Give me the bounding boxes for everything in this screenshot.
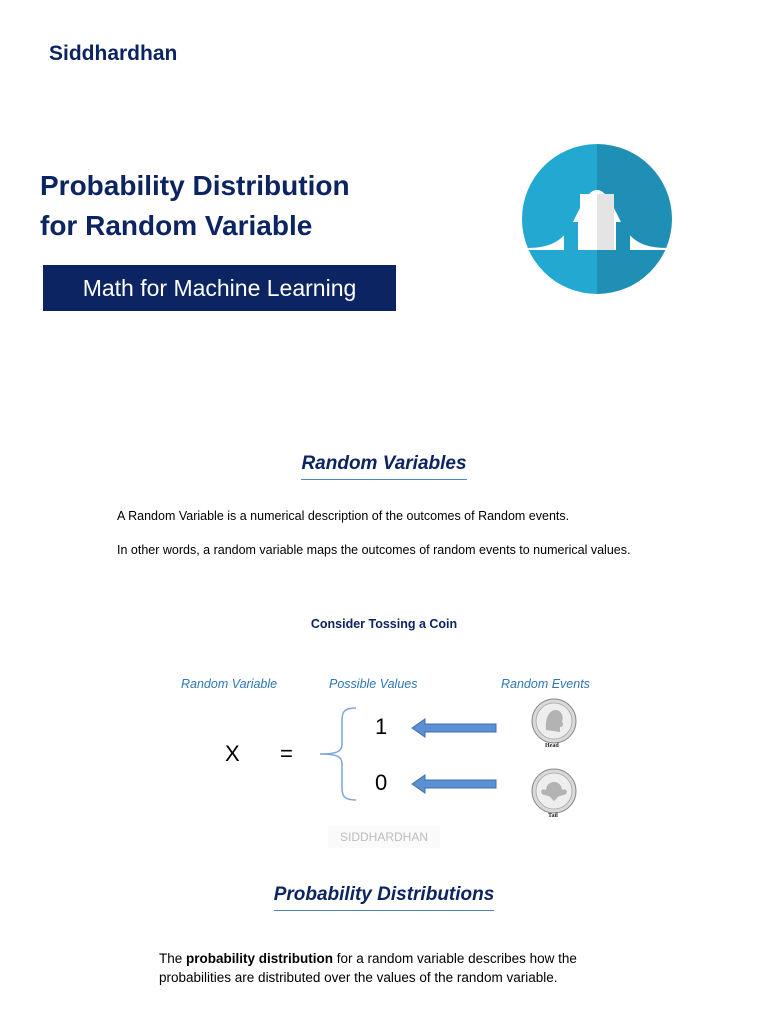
watermark: SIDDHARDHAN — [328, 826, 440, 848]
probability-distributions-heading — [0, 884, 768, 911]
random-variable-label: Random Variable — [181, 677, 278, 691]
coin-head-caption: Head — [545, 743, 559, 749]
possible-value-0: 0 — [375, 770, 388, 795]
possible-value-1: 1 — [375, 714, 388, 739]
arrow-left-icon — [411, 718, 497, 738]
coin-example-title: Consider Tossing a Coin — [310, 617, 458, 631]
arrow-left-icon — [411, 774, 497, 794]
pd-text-suffix: for a random variable describes how the probabilities are distributed over the values of the random variable. — [159, 951, 577, 985]
possible-values-label: Possible Values — [329, 677, 418, 691]
random-variables-heading — [0, 453, 768, 480]
probability-distribution-paragraph — [159, 949, 629, 987]
curly-brace-icon — [316, 706, 360, 802]
author-name: Siddhardhan — [49, 42, 178, 65]
coin-tail-icon — [531, 768, 577, 814]
random-variable-definition: A Random Variable is a numerical description of the outcomes of Random events. — [117, 509, 570, 523]
subtitle-text: Math for Machine Learning — [82, 275, 357, 301]
equals-sign: = — [280, 741, 293, 766]
variable-x: X — [225, 741, 240, 766]
subtitle-banner — [43, 265, 396, 311]
random-variable-explanation: In other words, a random variable maps the outcomes of random events to numerical values. — [117, 543, 631, 557]
random-variables-heading-text: Random Variables — [301, 453, 466, 480]
page-title-line-2: for Random Variable — [40, 210, 313, 241]
random-events-label: Random Events — [501, 677, 590, 691]
pd-text-bold: probability distribution — [186, 951, 334, 966]
page-title — [40, 166, 350, 246]
probability-distributions-heading-text: Probability Distributions — [274, 884, 495, 911]
bell-curve-icon — [522, 144, 672, 294]
coin-tail-caption: Tail — [548, 813, 558, 819]
page-title-line-1: Probability Distribution — [40, 170, 350, 201]
pd-text-prefix: The — [159, 951, 187, 966]
coin-head-icon — [531, 698, 577, 744]
